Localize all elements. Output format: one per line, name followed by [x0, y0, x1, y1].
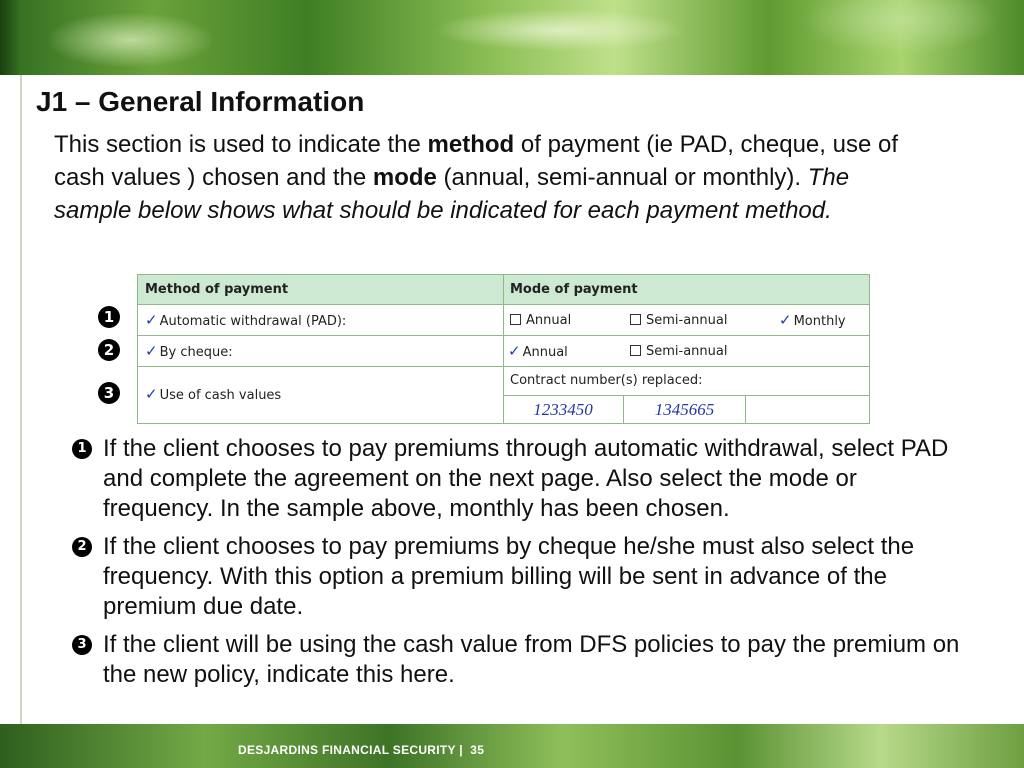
pad-monthly-option — [779, 311, 846, 329]
sample-payment-form — [137, 274, 870, 424]
list-item — [70, 630, 970, 690]
cheque-semi-annual-option — [630, 344, 727, 359]
contract-number-3 — [746, 396, 869, 423]
bullet-marker-2: 2 — [72, 537, 92, 557]
contract-number-1: 1233450 — [533, 400, 593, 419]
pad-annual-label: Annual — [526, 313, 572, 328]
pad-semi-annual-label: Semi-annual — [646, 313, 728, 328]
intro-text-3: (annual, semi-annual or monthly). — [436, 164, 808, 191]
bullet-marker-1: 1 — [72, 439, 92, 459]
footer-band — [0, 724, 1024, 768]
header-method-of-payment: Method of payment — [145, 282, 289, 297]
checked-icon: ✓ — [508, 342, 521, 360]
header-banner — [0, 0, 1024, 75]
intro-bold-method: method — [427, 131, 515, 158]
intro-italic: The sample below shows what should be indicated for each payment method. — [54, 164, 850, 224]
bullet-text-3: If the client will be using the cash value from DFS policies to pay the premium on the new policy, indicate this here. — [103, 631, 960, 688]
banner-shade — [0, 0, 20, 75]
list-item — [70, 434, 970, 524]
cash-values-label: Use of cash values — [159, 388, 282, 403]
marker-3: 3 — [98, 382, 120, 404]
footer-text — [238, 743, 484, 757]
slide-title: J1 – General Information — [36, 86, 365, 117]
left-rule — [20, 75, 22, 725]
pad-method-option — [145, 311, 346, 329]
checked-icon: ✓ — [145, 311, 158, 329]
marker-2: 2 — [98, 339, 120, 361]
checked-icon: ✓ — [145, 385, 158, 403]
footer-company: DESJARDINS FINANCIAL SECURITY — [238, 743, 456, 757]
intro-text-2: of payment (ie PAD, cheque, use of cash values ) chosen and the — [54, 131, 898, 191]
explanation-list — [70, 434, 970, 698]
cheque-method-option — [145, 342, 233, 360]
pad-monthly-label: Monthly — [793, 314, 846, 329]
intro-text-1: This section is used to indicate the — [54, 131, 428, 158]
checkbox-icon — [510, 314, 521, 325]
cheque-label: By cheque: — [159, 345, 233, 360]
list-item — [70, 532, 970, 622]
bullet-text-1: If the client chooses to pay premiums through automatic withdrawal, select PAD and complete the agreement on the next page. Also select the mode or frequency. In the sample above, monthly has been chosen. — [103, 435, 949, 522]
cheque-semi-annual-label: Semi-annual — [646, 344, 728, 359]
footer-separator: | — [459, 743, 463, 757]
cash-values-option — [145, 385, 281, 403]
marker-1: 1 — [98, 306, 120, 328]
checkbox-icon — [630, 314, 641, 325]
column-divider — [503, 275, 504, 423]
cheque-annual-label: Annual — [522, 345, 568, 360]
intro-paragraph — [54, 128, 914, 227]
checked-icon: ✓ — [779, 311, 792, 329]
contract-numbers-label: Contract number(s) replaced: — [510, 373, 703, 388]
contract-number-grid — [503, 395, 869, 424]
bullet-marker-3: 3 — [72, 635, 92, 655]
checked-icon: ✓ — [145, 342, 158, 360]
header-mode-of-payment: Mode of payment — [510, 282, 638, 297]
contract-number-2: 1345665 — [654, 400, 715, 419]
page-number: 35 — [470, 743, 485, 757]
pad-annual-option — [510, 313, 571, 328]
pad-semi-annual-option — [630, 313, 727, 328]
cheque-annual-option — [508, 342, 568, 360]
checkbox-icon — [630, 345, 641, 356]
bullet-text-2: If the client chooses to pay premiums by cheque he/she must also select the frequency. With this option a premium billing will be sent in advance of the premium due date. — [103, 533, 915, 620]
pad-label: Automatic withdrawal (PAD): — [159, 314, 347, 329]
intro-bold-mode: mode — [372, 164, 437, 191]
